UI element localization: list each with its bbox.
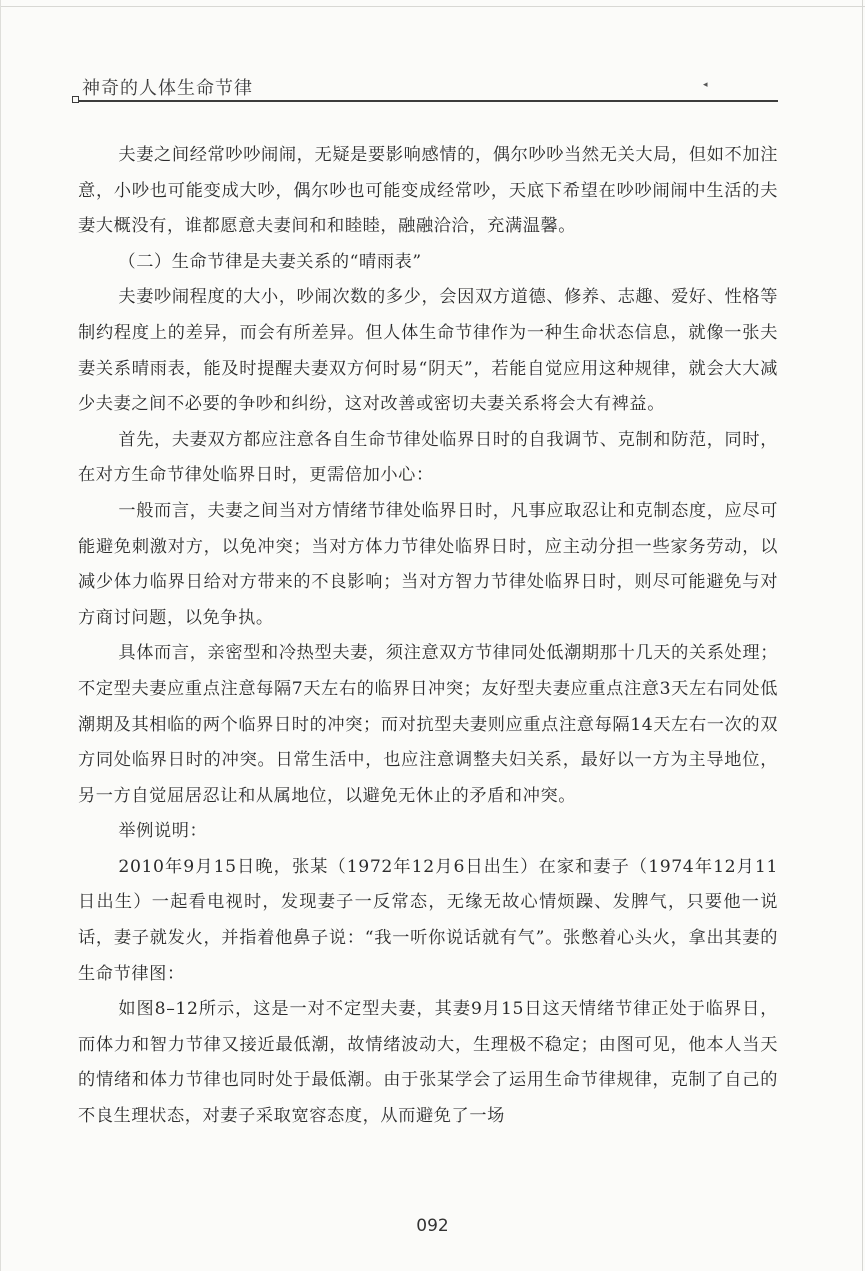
section-heading: （二）生命节律是夫妻关系的“晴雨表” <box>118 251 422 272</box>
book-title: 神奇的人体生命节律 <box>82 78 253 99</box>
page-number: 092 <box>416 1216 449 1236</box>
page-top-edge <box>0 6 865 7</box>
paragraph: 举例说明： <box>118 821 208 842</box>
paragraph: 如图8–12所示，这是一对不定型夫妻，其妻9月15日这天情绪节律正处于临界日，而体力和智力节律又接近最低潮，故情绪波动大，生理极不稳定；由图可见，他本人当天的情绪和体力节律也同时处于最低潮。由于张某学会了运用生命节律规律，克制了自己的不良生理状态，对妻子采取宽容态度，从而避免了一场 <box>78 999 778 1127</box>
header-marker-icon: ◂ <box>703 80 708 90</box>
page-right-edge <box>862 0 863 1271</box>
running-header <box>58 72 778 106</box>
body-text <box>78 138 778 1135</box>
page-left-edge <box>0 0 1 1271</box>
paragraph: 首先，夫妻双方都应注意各自生命节律处临界日时的自我调节、克制和防范，同时，在对方生命节律处临界日时，更需倍加小心： <box>78 429 778 486</box>
paragraph: 2010年9月15日晚，张某（1972年12月6日出生）在家和妻子（1974年12月11日出生）一起看电视时，发现妻子一反常态，无缘无故心情烦躁、发脾气，只要他一说话，妻子就发火，并指着他鼻子说：“我一听你说话就有气”。张憋着心头火，拿出其妻的生命节律图： <box>78 856 778 984</box>
paragraph: 夫妻之间经常吵吵闹闹，无疑是要影响感情的，偶尔吵吵当然无关大局，但如不加注意，小吵也可能变成大吵，偶尔吵也可能变成经常吵，天底下希望在吵吵闹闹中生活的夫妻大概没有，谁都愿意夫妻间和和睦睦，融融洽洽，充满温馨。 <box>78 145 778 237</box>
paragraph: 一般而言，夫妻之间当对方情绪节律处临界日时，凡事应取忍让和克制态度，应尽可能避免刺激对方，以免冲突；当对方体力节律处临界日时，应主动分担一些家务劳动，以减少体力临界日给对方带来的不良影响；当对方智力节律处临界日时，则尽可能避免与对方商讨问题，以免争执。 <box>78 500 778 628</box>
header-square-ornament <box>72 96 79 103</box>
paragraph: 具体而言，亲密型和冷热型夫妻，须注意双方节律同处低潮期那十几天的关系处理；不定型夫妻应重点注意每隔7天左右的临界日冲突；友好型夫妻应重点注意3天左右同处低潮期及其相临的两个临界日时的冲突；而对抗型夫妻则应重点注意每隔14天左右一次的双方同处临界日时的冲突。日常生活中，也应注意调整夫妇关系，最好以一方为主导地位，另一方自觉屈居忍让和从属地位，以避免无休止的矛盾和冲突。 <box>78 643 778 806</box>
header-rule <box>78 100 778 102</box>
paragraph: 夫妻吵闹程度的大小，吵闹次数的多少，会因双方道德、修养、志趣、爱好、性格等制约程度上的差异，而会有所差异。但人体生命节律作为一种生命状态信息，就像一张夫妻关系晴雨表，能及时提醒夫妻双方何时易“阴天”，若能自觉应用这种规律，就会大大减少夫妻之间不必要的争吵和纠纷，这对改善或密切夫妻关系将会大有裨益。 <box>78 287 778 415</box>
